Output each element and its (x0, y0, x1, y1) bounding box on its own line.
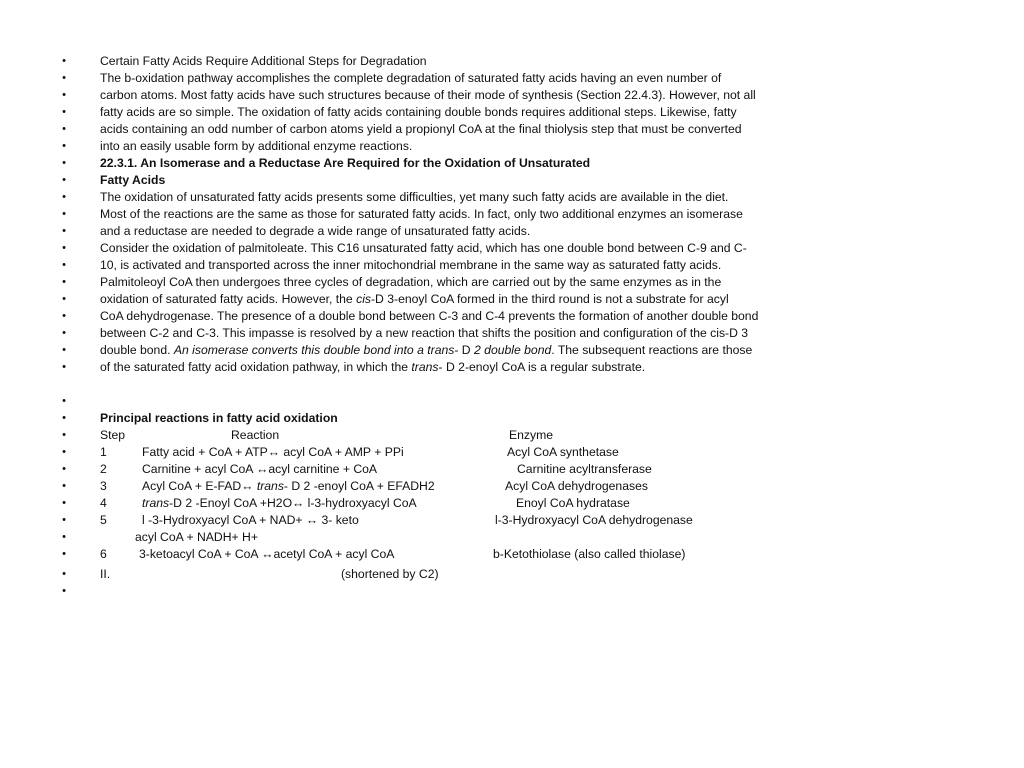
bullet-line (0, 121, 1024, 138)
line-text: between C-2 and C-3. This impasse is resolved by a new reaction that shifts the position and configuration of the cis-D 3 (100, 326, 749, 340)
enzyme-cell: l-3-Hydroxyacyl CoA dehydrogenase (495, 513, 693, 527)
table-row (0, 461, 1024, 478)
footer-label: II. (100, 567, 111, 581)
bullet-marker: • (62, 395, 66, 407)
bullet-line (0, 274, 1024, 291)
table-footer-row (0, 566, 1024, 583)
bullet-marker: • (62, 344, 66, 356)
bullet-marker: • (62, 72, 66, 84)
bullet-line (0, 325, 1024, 342)
bullet-marker: • (62, 480, 66, 492)
bullet-marker: • (62, 361, 66, 373)
line-text: carbon atoms. Most fatty acids have such structures because of their mode of synthesis (Section 22.4.3). However, not all (100, 88, 756, 102)
reaction-cell: Carnitine + acyl CoA ↔acyl carnitine + CoA (142, 462, 378, 476)
bullet-marker: • (62, 242, 66, 254)
bullet-marker: • (62, 412, 66, 424)
line-text: Certain Fatty Acids Require Additional Steps for Degradation (100, 54, 427, 68)
step-number: 4 (100, 496, 107, 510)
text-run: - D (454, 343, 474, 357)
bullet-marker: • (62, 191, 66, 203)
empty-bullet-line (0, 393, 1024, 410)
bullet-marker: • (62, 327, 66, 339)
text-run: . The subsequent reactions are those (551, 343, 753, 357)
bullet-line (0, 104, 1024, 121)
bullet-line (0, 291, 1024, 308)
text-run: double bond. (100, 343, 174, 357)
enzyme-cell: Carnitine acyltransferase (517, 462, 652, 476)
bullet-marker: • (62, 514, 66, 526)
reaction-cell (142, 478, 435, 495)
bullet-marker: • (62, 276, 66, 288)
bullet-marker: • (62, 106, 66, 118)
italic-run: trans (411, 360, 439, 374)
bullet-marker: • (62, 531, 66, 543)
text-run: - D 2 -enoyl CoA + EFADH2 (283, 479, 435, 493)
text-run: - D 2-enoyl CoA is a regular substrate. (438, 360, 646, 374)
empty-bullet-line (0, 583, 1024, 600)
enzyme-cell: Acyl CoA dehydrogenases (505, 479, 648, 493)
italic-run: trans (256, 479, 284, 493)
enzyme-cell: Acyl CoA synthetase (507, 445, 619, 459)
step-number: 3 (100, 479, 107, 493)
bullet-line (0, 155, 1024, 172)
line-text (100, 291, 729, 308)
line-text: and a reductase are needed to degrade a wide range of unsaturated fatty acids. (100, 224, 531, 238)
reaction-cell: l -3-Hydroxyacyl CoA + NAD+ ↔ 3- keto (142, 513, 359, 527)
italic-run: An isomerase converts this double bond into a trans (173, 343, 455, 357)
bullet-marker: • (62, 174, 66, 186)
bullet-marker: • (62, 429, 66, 441)
footer-note: (shortened by C2) (341, 567, 439, 581)
line-text: 10, is activated and transported across the inner mitochondrial membrane in the same way as saturated fatty acids. (100, 258, 722, 272)
header-reaction: Reaction (231, 428, 280, 442)
table-row (0, 546, 1024, 563)
bullet-line (0, 410, 1024, 427)
table-title: Principal reactions in fatty acid oxidation (100, 411, 338, 425)
table-row (0, 478, 1024, 495)
bullet-line (0, 257, 1024, 274)
step-number: 1 (100, 445, 107, 459)
reaction-cell-continued: acyl CoA + NADH+ H+ (135, 530, 258, 544)
bullet-marker: • (62, 123, 66, 135)
section-heading-continued: Fatty Acids (100, 173, 166, 187)
bullet-marker: • (62, 548, 66, 560)
bullet-marker: • (62, 208, 66, 220)
step-number: 5 (100, 513, 107, 527)
line-text: The oxidation of unsaturated fatty acids presents some difficulties, yet many such fatty acids are available in the diet. (100, 190, 729, 204)
bullet-marker: • (62, 463, 66, 475)
bullet-line (0, 70, 1024, 87)
line-text: Consider the oxidation of palmitoleate. This C16 unsaturated fatty acid, which has one double bond between C-9 and C- (100, 241, 747, 255)
line-text: The b-oxidation pathway accomplishes the complete degradation of saturated fatty acids having an even number of (100, 71, 722, 85)
italic-run: trans (142, 496, 170, 510)
bullet-line (0, 206, 1024, 223)
reaction-cell (142, 495, 417, 512)
table-row (0, 529, 1024, 546)
enzyme-cell: b-Ketothiolase (also called thiolase) (493, 547, 686, 561)
bullet-line (0, 223, 1024, 240)
bullet-marker: • (62, 497, 66, 509)
table-row (0, 512, 1024, 529)
reaction-cell: 3-ketoacyl CoA + CoA ↔acetyl CoA + acyl CoA (139, 547, 395, 561)
bullet-marker: • (62, 259, 66, 271)
bullet-line (0, 172, 1024, 189)
bullet-line (0, 240, 1024, 257)
italic-run: 2 double bond (474, 343, 552, 357)
line-text: fatty acids are so simple. The oxidation of fatty acids containing double bonds requires additional steps. Likewise, fatty (100, 105, 737, 119)
bullet-line (0, 359, 1024, 376)
bullet-line (0, 138, 1024, 155)
line-text: Most of the reactions are the same as those for saturated fatty acids. In fact, only two additional enzymes an isomerase (100, 207, 743, 221)
text-run: of the saturated fatty acid oxidation pathway, in which the (100, 360, 412, 374)
section-heading: 22.3.1. An Isomerase and a Reductase Are Required for the Oxidation of Unsaturated (100, 156, 591, 170)
text-run: -D 2 -Enoyl CoA +H2O↔ l-3-hydroxyacyl CoA (169, 496, 417, 510)
bullet-marker: • (62, 55, 66, 67)
bullet-marker: • (62, 157, 66, 169)
line-text: Palmitoleoyl CoA then undergoes three cycles of degradation, which are carried out by the same enzymes as in the (100, 275, 722, 289)
step-number: 2 (100, 462, 107, 476)
bullet-line (0, 308, 1024, 325)
line-text (100, 359, 645, 376)
bullet-marker: • (62, 310, 66, 322)
bullet-marker: • (62, 585, 66, 597)
bullet-marker: • (62, 140, 66, 152)
text-run: -D 3-enoyl CoA formed in the third round is not a substrate for acyl (371, 292, 729, 306)
bullet-marker: • (62, 89, 66, 101)
bullet-line (0, 87, 1024, 104)
bullet-marker: • (62, 293, 66, 305)
bullet-marker: • (62, 568, 66, 580)
table-row (0, 495, 1024, 512)
table-row (0, 444, 1024, 461)
table-header-row (0, 427, 1024, 444)
line-text: acids containing an odd number of carbon atoms yield a propionyl CoA at the final thiolysis step that must be converted (100, 122, 742, 136)
bullet-line (0, 53, 1024, 70)
enzyme-cell: Enoyl CoA hydratase (516, 496, 630, 510)
line-text: CoA dehydrogenase. The presence of a double bond between C-3 and C-4 prevents the formation of another double bond (100, 309, 759, 323)
italic-run: cis (356, 292, 371, 306)
bullet-marker: • (62, 446, 66, 458)
header-step: Step (100, 428, 126, 442)
header-enzyme: Enzyme (509, 428, 554, 442)
reaction-cell: Fatty acid + CoA + ATP↔ acyl CoA + AMP + PPi (142, 445, 404, 459)
step-number: 6 (100, 547, 107, 561)
bullet-line (0, 342, 1024, 359)
bullet-marker: • (62, 225, 66, 237)
line-text (100, 342, 752, 359)
bullet-line (0, 189, 1024, 206)
line-text: into an easily usable form by additional enzyme reactions. (100, 139, 413, 153)
text-run: oxidation of saturated fatty acids. However, the (100, 292, 357, 306)
text-run: Acyl CoA + E-FAD↔ (142, 479, 257, 493)
